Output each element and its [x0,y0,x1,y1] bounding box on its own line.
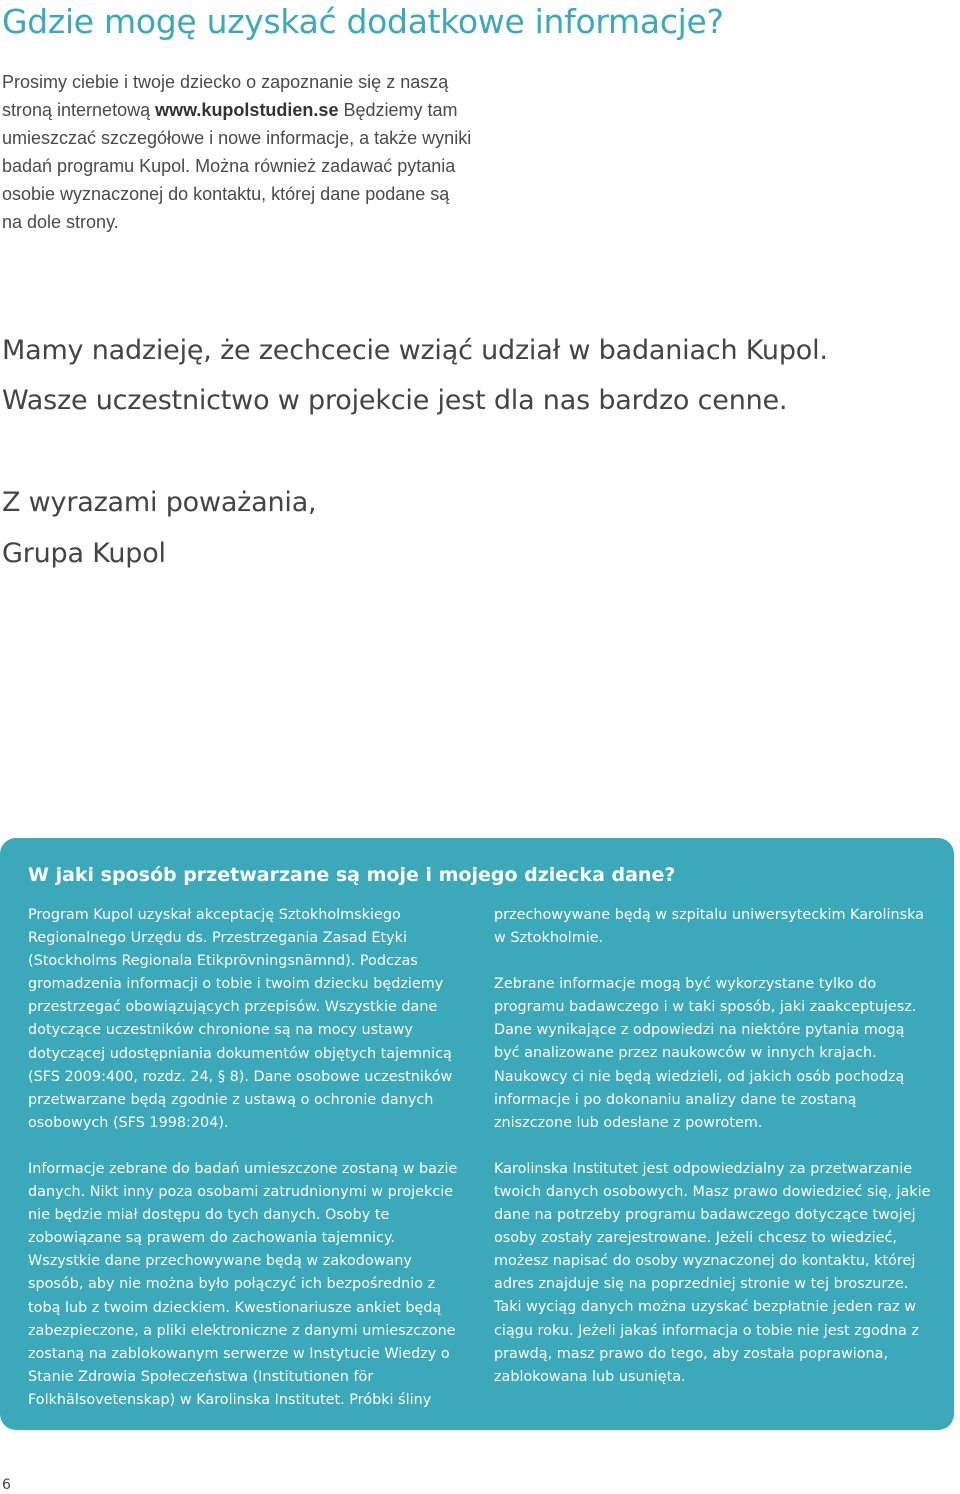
hope-statement [2,326,828,426]
intro-text-start: Prosimy ciebie i twoje dziecko o zapoznanie się z naszą stroną internetową [2,72,449,120]
signoff [2,477,316,579]
infobox-paragraph: przechowywane będą w szpitalu uniwersyteckim Karolinska w Sztokholmie. [494,907,924,947]
website-link[interactable]: www.kupolstudien.se [155,100,339,120]
data-processing-infobox [0,838,954,1430]
signoff-greeting: Z wyrazami poważania, [2,487,317,518]
infobox-paragraph: Program Kupol uzyskał akceptację Sztokholmskiego Regionalnego Urzędu ds. Przestrzegania Zasad Etyki (Stockholms Regionala Etikprövningsnämnd). Podczas gromadzenia informacji o tobie i twoim dziecku będziemy przestrzegać obowiązujących przepisów. Wszystkie dane dotyczące uczestników chronione są na mocy ustawy dotyczącej udostępniania dokumentów objętych tajemnicą (SFS 2009:400, rozdz. 24, § 8). Dane osobowe uczestników przetwarzane będą zgodnie z ustawą o ochronie danych osobowych (SFS 1998:204). [28,907,453,1131]
page-heading: Gdzie mogę uzyskać dodatkowe informacje? [2,2,724,41]
intro-text-end: Będziemy tam umieszczać szczegółowe i nowe informacje, a także wyniki badań programu Kupol. Można również zadawać pytania osobie wyznaczonej do kontaktu, której dane podane są na dole strony. [2,100,472,232]
infobox-title: W jaki sposób przetwarzane są moje i mojego dziecka dane? [28,864,676,886]
infobox-right-column [494,904,934,1412]
infobox-paragraph: Zebrane informacje mogą być wykorzystane tylko do programu badawczego i w taki sposób, jaki zaakceptujesz. Dane wynikające z odpowiedzi na niektóre pytania mogą być analizowane przez naukowców w innych krajach. Naukowcy ci nie będą wiedzieli, od jakich osób pochodzą informacje i po dokonaniu analizy dane te zostaną zniszczone lub odesłane z powrotem. [494,976,917,1131]
infobox-paragraph: Karolinska Institutet jest odpowiedzialny za przetwarzanie twoich danych osobowych. Masz prawo dowiedzieć się, jakie dane na potrzeby programu badawczego dotyczące twojej osoby zostały zarejestrowane. Jeżeli chcesz to wiedzieć, możesz napisać do osoby wyznaczonej do kontaktu, której adres znajduje się na poprzedniej stronie w tej broszurze. Taki wyciąg danych można uzyskać bezpłatnie jeden raz w ciągu roku. Jeżeli jakaś informacja o tobie nie jest zgodna z prawdą, masz prawo do tego, aby została poprawiona, zablokowana lub usunięta. [494,1160,931,1385]
intro-paragraph [2,68,472,236]
hope-line-2: Wasze uczestnictwo w projekcie jest dla nas bardzo cenne. [2,385,788,416]
infobox-left-column [28,904,468,1435]
infobox-paragraph: Informacje zebrane do badań umieszczone zostaną w bazie danych. Nikt inny poza osobami zatrudnionymi w projekcie nie będzie miał dostępu do tych danych. Osoby te zobowiązane są prawem do zachowania tajemnicy. Wszystkie dane przechowywane będą w zakodowany sposób, aby nie można było połączyć ich bezpośrednio z tobą lub z twoim dzieckiem. Kwestionariusze ankiet będą zabezpieczone, a pliki elektroniczne z danymi umieszczone zostaną na zablokowanym serwerze w Instytucie Wiedzy o Stanie Zdrowia Społeczeństwa (Institutionen för Folkhälsovetenskap) w Karolinska Institutet. Próbki śliny [28,1160,458,1408]
hope-line-1: Mamy nadzieję, że zechcecie wziąć udział w badaniach Kupol. [2,335,828,366]
page-number: 6 [2,1477,11,1493]
signoff-signature: Grupa Kupol [2,538,166,569]
